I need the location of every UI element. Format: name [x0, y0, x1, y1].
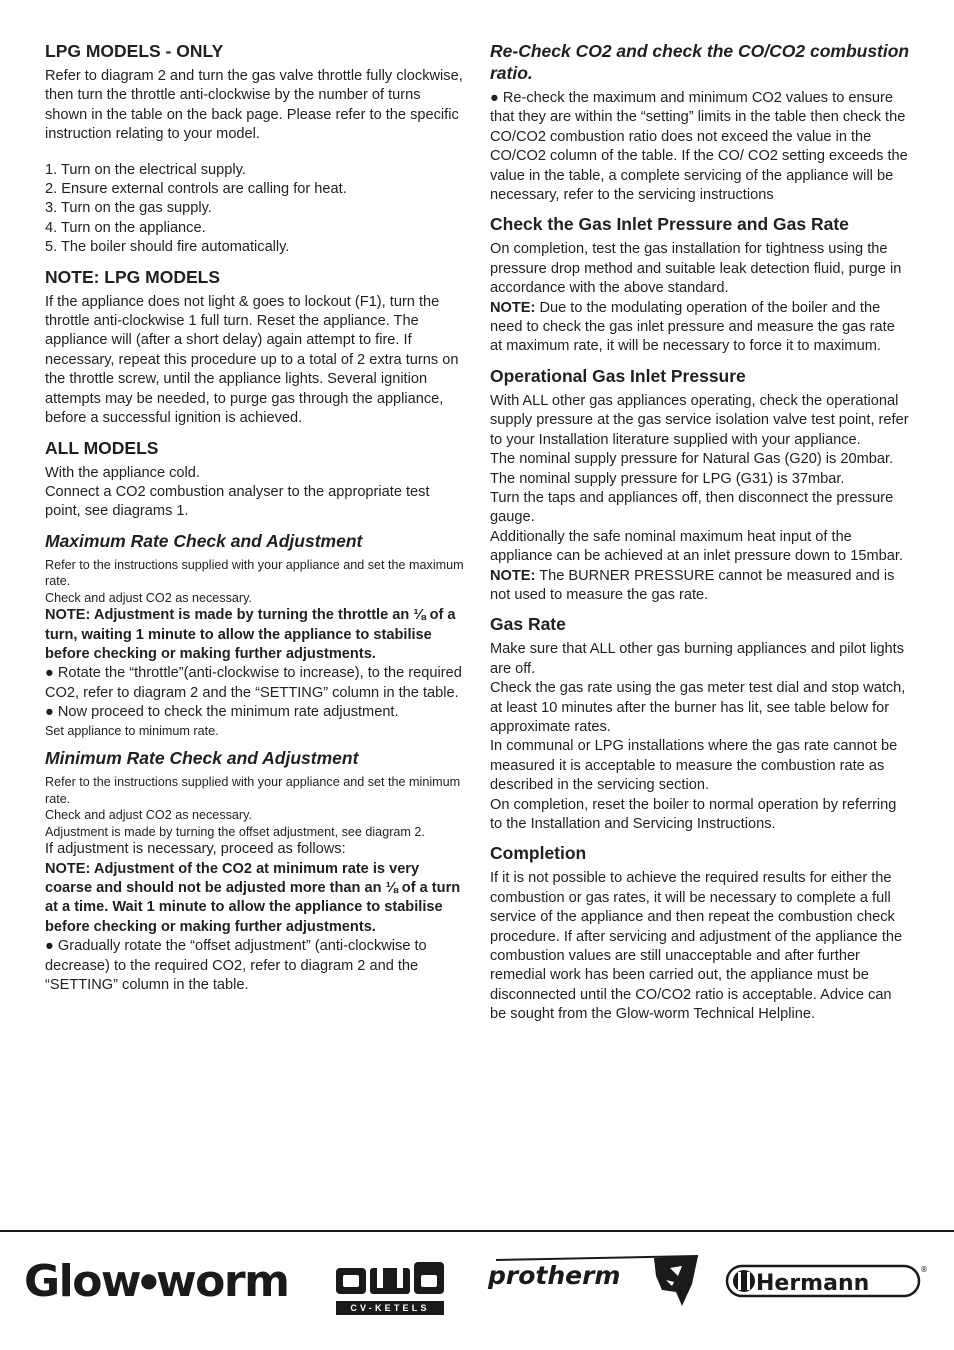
gas-rate-heading: Gas Rate	[490, 614, 566, 635]
step-item: 4. Turn on the appliance.	[45, 219, 206, 236]
operational-para: With ALL other gas appliances operating, check the operational supply pressure at the gas service isolation valve test point, refer to your Installation literature supplied with your appliance.	[490, 392, 909, 448]
svg-text:Hermann: Hermann	[756, 1271, 870, 1296]
awb-logo	[336, 1262, 444, 1313]
max-rate-instruction: Set appliance to minimum rate.	[45, 723, 219, 738]
inlet-check-body: On completion, test the gas installation for tightness using the pressure drop method and suitable leak detection fluid, purge in accordance with the above standard.	[490, 241, 902, 297]
min-rate-line: If adjustment is necessary, proceed as follows:	[45, 841, 346, 858]
completion-heading: Completion	[490, 843, 587, 864]
glowworm-logo: Glow●worm	[24, 1256, 289, 1307]
step-item: 1. Turn on the electrical supply.	[45, 161, 246, 178]
footer-divider	[0, 1230, 954, 1232]
note-lpg-heading: NOTE: LPG MODELS	[45, 266, 220, 287]
note-lpg-body: If the appliance does not light & goes to lockout (F1), turn the throttle anti-clockwise 1 full turn. Reset the appliance. The appliance will (after a short delay) again attempt to fire. If necessary, repeat this procedure up to a total of 2 extra turns on the throttle screw, until the appliance lights. Several ignition attempts may be needed, to purge gas through the appliance, before a successful ignition is achieved.	[45, 293, 459, 427]
protherm-wordmark-icon	[486, 1254, 704, 1310]
svg-text:®: ®	[920, 1265, 928, 1274]
inlet-check-note: NOTE: Due to the modulating operation of the boiler and the need to check the gas inlet pressure and measure the gas rate at maximum rate, it will be necessary to force it to maximum.	[490, 299, 895, 355]
hermann-wordmark-icon	[726, 1262, 926, 1302]
operational-para: The nominal supply pressure for Natural Gas (G20) is 20mbar.	[490, 451, 894, 468]
operational-heading: Operational Gas Inlet Pressure	[490, 365, 746, 386]
min-rate-bullet: ● Gradually rotate the “offset adjustment” (anti-clockwise to decrease) to the required CO2, refer to diagram 2 and the “SETTING” column in the table.	[45, 938, 427, 993]
gas-rate-para: On completion, reset the boiler to normal operation by referring to the Installation and Servicing Instructions.	[490, 796, 897, 832]
max-rate-heading: Maximum Rate Check and Adjustment	[45, 530, 363, 551]
gas-rate-para: Make sure that ALL other gas burning appliances and pilot lights are off.	[490, 641, 905, 677]
min-rate-instruction: Check and adjust CO2 as necessary.	[45, 808, 252, 823]
min-rate-instruction: Adjustment is made by turning the offset adjustment, see diagram 2.	[45, 824, 425, 839]
recheck-heading: Re-Check CO2 and check the CO/CO2 combustion ratio.	[490, 41, 910, 83]
max-rate-bullet: ● Now proceed to check the minimum rate adjustment.	[45, 704, 399, 721]
all-models-line: Connect a CO2 combustion analyser to the appropriate test point, see diagrams 1.	[45, 483, 430, 520]
operational-para: Additionally the safe nominal maximum heat input of the appliance can be achieved at an inlet pressure down to 15mbar.	[490, 528, 903, 565]
min-rate-note: NOTE: Adjustment of the CO2 at minimum rate is very coarse and should not be adjusted more than an ⅛ of a turn at a time. Wait 1 minute to allow the appliance to stabilise before checking or making further adjustments.	[45, 860, 461, 935]
lpg-only-intro: Refer to diagram 2 and turn the gas valve throttle fully clockwise, then turn the throttle anti-clockwise by the number of turns shown in the table on the back page. Please refer to the specific instruction relating to your model.	[45, 68, 463, 143]
recheck-body: ● Re-check the maximum and minimum CO2 values to ensure that they are within the “setting” limits in the table then check the CO/CO2 combustion ratio does not exceed the value in the CO/CO2 column of the table. If the CO/ CO2 setting exceeds the value in the table, a complete servicing of the appliance will be necessary, refer to the servicing instructions	[490, 90, 908, 204]
max-rate-note: NOTE: Adjustment is made by turning the throttle an ⅛ of a turn, waiting 1 minute to allow the appliance to stabilise before checking or making further adjustments.	[45, 607, 456, 663]
operational-para: The nominal supply pressure for LPG (G31) is 37mbar.	[490, 470, 845, 487]
all-models-heading: ALL MODELS	[45, 437, 159, 458]
completion-body: If it is not possible to achieve the required results for either the combustion or gas rates, it will be necessary to complete a full service of the appliance and then repeat the combustion check procedure. If after servicing and adjustment of the appliance the combustion values are still unacceptable and after further remedial work has been carried out, the appliance must be disconnected until the CO/CO2 ratio is acceptable. Advice can be sought from the Glow-worm Technical Helpline.	[490, 870, 903, 1023]
lpg-only-heading: LPG MODELS - ONLY	[45, 41, 224, 61]
svg-text:protherm: protherm	[488, 1261, 621, 1290]
gas-rate-para: In communal or LPG installations where the gas rate cannot be measured it is acceptable to measure the combustion rate as described in the servicing section.	[490, 738, 898, 794]
max-rate-instruction: Check and adjust CO2 as necessary.	[45, 590, 252, 605]
operational-note: NOTE: The BURNER PRESSURE cannot be measured and is not used to measure the gas rate.	[490, 567, 895, 603]
awb-tagline: CV-KETELS	[336, 1301, 444, 1315]
left-column	[45, 40, 465, 995]
hermann-logo	[726, 1262, 926, 1302]
max-rate-instruction: Refer to the instructions supplied with your appliance and set the maximum rate.	[45, 557, 464, 589]
gas-rate-para: Check the gas rate using the gas meter test dial and stop watch, at least 10 minutes after the burner has lit, see table below for approximate rates.	[490, 680, 906, 735]
step-item: 5. The boiler should fire automatically.	[45, 239, 290, 256]
operational-para: Turn the taps and appliances off, then disconnect the pressure gauge.	[490, 489, 894, 526]
max-rate-bullet: ● Rotate the “throttle”(anti-clockwise to increase), to the required CO2, refer to diagram 2 and the “SETTING” column in the table.	[45, 665, 462, 701]
min-rate-heading: Minimum Rate Check and Adjustment	[45, 748, 359, 769]
awb-wordmark-icon	[336, 1262, 444, 1294]
inlet-check-heading: Check the Gas Inlet Pressure and Gas Rate	[490, 214, 849, 235]
protherm-logo	[486, 1254, 704, 1310]
right-column	[490, 40, 910, 1025]
step-item: 3. Turn on the gas supply.	[45, 200, 212, 217]
step-item: 2. Ensure external controls are calling for heat.	[45, 181, 347, 198]
min-rate-instruction: Refer to the instructions supplied with your appliance and set the minimum rate.	[45, 775, 461, 806]
all-models-line: With the appliance cold.	[45, 464, 200, 481]
